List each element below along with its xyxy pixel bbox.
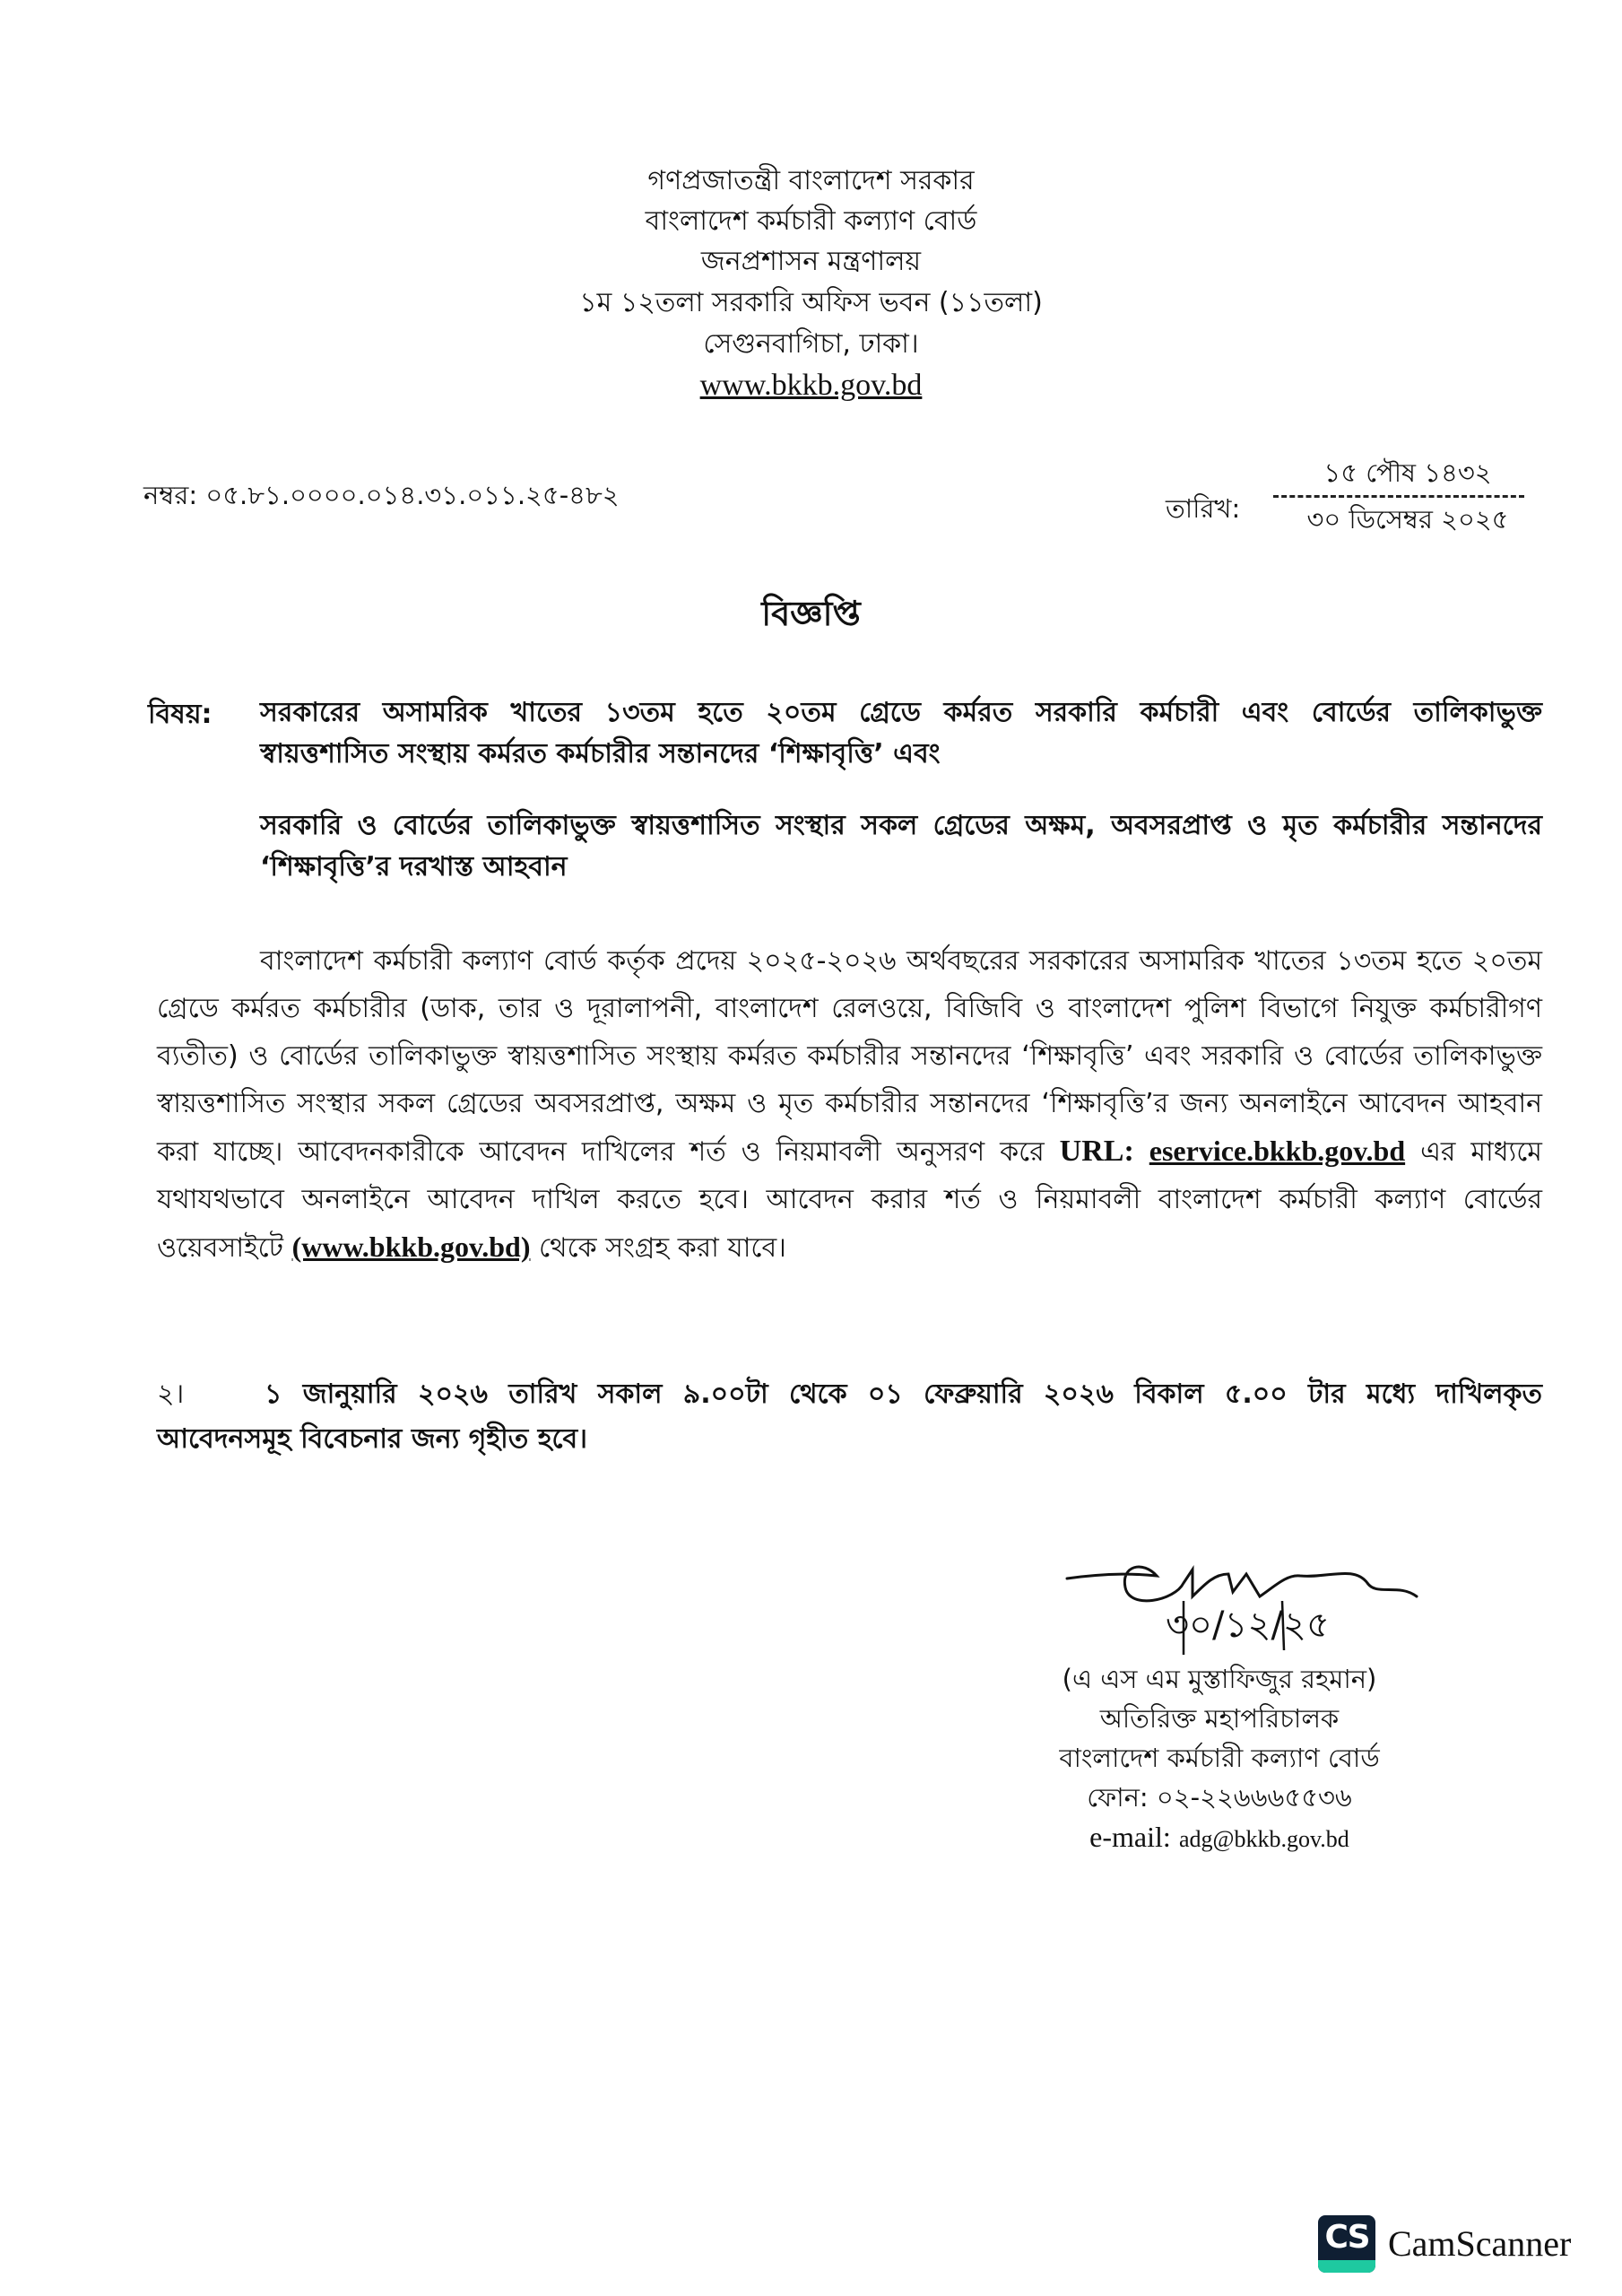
notice-title: বিজ্ঞপ্তি bbox=[761, 594, 861, 633]
bkkb-website-link[interactable]: (www.bkkb.gov.bd) bbox=[291, 1231, 531, 1263]
signatory-designation: অতিরিক্ত মহাপরিচালক bbox=[1099, 1703, 1340, 1734]
header-government: গণপ্রজাতন্ত্রী বাংলাদেশ সরকার bbox=[647, 165, 975, 196]
header-city: সেগুনবাগিচা, ঢাকা। bbox=[703, 328, 919, 360]
para2-line-2: আবেদনসমূহ বিবেচনার জন্য গৃহীত হবে। bbox=[157, 1423, 587, 1455]
signatory-organization: বাংলাদেশ কর্মচারী কল্যাণ বোর্ড bbox=[1059, 1743, 1380, 1773]
para2-number: ২। bbox=[157, 1378, 185, 1410]
para1-text-3: থেকে সংগ্রহ করা যাবে। bbox=[539, 1232, 786, 1264]
handwritten-signature bbox=[1058, 1547, 1453, 1664]
date-gregorian: ৩০ ডিসেম্বর ২০২৫ bbox=[1306, 504, 1509, 535]
subject-line-4: ‘শিক্ষাবৃত্তি’র দরখাস্ত আহবান bbox=[260, 851, 568, 883]
url-label: URL: bbox=[1059, 1135, 1134, 1168]
subject-line-1: সরকারের অসামরিক খাতের ১৩তম হতে ২০তম গ্রেডে কর্মরত সরকারি কর্মচারী এবং বোর্ডের তালিকাভুক্ত bbox=[260, 697, 1542, 728]
eservice-link[interactable]: eservice.bkkb.gov.bd bbox=[1149, 1135, 1406, 1167]
email-label: e-mail: bbox=[1089, 1821, 1171, 1853]
subject-line-3: সরকারি ও বোর্ডের তালিকাভুক্ত স্বায়ত্তশাসিত সংস্থার সকল গ্রেডের অক্ষম, অবসরপ্রাপ্ত ও মৃত কর্মচারীর সন্তানদের bbox=[260, 810, 1542, 841]
date-bangla: ১৫ পৌষ ১৪৩২ bbox=[1323, 457, 1492, 488]
body-paragraph-1 bbox=[157, 937, 1542, 1272]
date-divider bbox=[1273, 495, 1524, 498]
subject-label: বিষয়: bbox=[148, 699, 213, 730]
camscanner-logo-icon bbox=[1318, 2215, 1375, 2273]
header-address: ১ম ১২তলা সরকারি অফিস ভবন (১১তলা) bbox=[579, 287, 1043, 318]
para1-text-2: এর মাধ্যমে যথাযথভাবে অনলাইনে আবেদন দাখিল করতে হবে। আবেদন করার শর্ত ও নিয়মাবলী বাংলাদেশ কর্মচারী কল্যাণ বোর্ডের ওয়েবসাইটে bbox=[157, 1136, 1542, 1264]
memo-number: নম্বর: ০৫.৮১.০০০০.০১৪.৩১.০১১.২৫-৪৮২ bbox=[143, 480, 620, 510]
signature-block bbox=[1004, 1659, 1435, 1859]
para1-text: বাংলাদেশ কর্মচারী কল্যাণ বোর্ড কর্তৃক প্রদেয় ২০২৫-২০২৬ অর্থবছরের সরকারের অসামরিক খাতের ১৩তম হতে ২০তম গ্রেডে কর্মরত কর্মচারীর (ডাক, তার ও দূরালাপনী, বাংলাদেশ রেলওয়ে, বিজিবি ও বাংলাদেশ পুলিশ বিভাগে নিযুক্ত কর্মচারীগণ ব্যতীত) ও বোর্ডের তালিকাভুক্ত স্বায়ত্তশাসিত সংস্থায় কর্মরত কর্মচারীর সন্তানদের ‘শিক্ষাবৃত্তি’ এবং সরকারি ও বোর্ডের তালিকাভুক্ত স্বায়ত্তশাসিত সংস্থার সকল গ্রেডের অবসরপ্রাপ্ত, অক্ষম ও মৃত কর্মচারীর সন্তানদের ‘শিক্ষাবৃত্তি’র জন্য অনলাইনে আবেদন আহবান করা যাচ্ছে। আবেদনকারীকে আবেদন দাখিলের শর্ত ও নিয়মাবলী অনুসরণ করে bbox=[157, 945, 1542, 1168]
subject-line-2: স্বায়ত্তশাসিত সংস্থায় কর্মরত কর্মচারীর সন্তানদের ‘শিক্ষাবৃত্তি’ এবং bbox=[260, 738, 941, 770]
header-website-link[interactable]: www.bkkb.gov.bd bbox=[699, 369, 923, 402]
signatory-email bbox=[1004, 1817, 1435, 1859]
camscanner-label: CamScanner bbox=[1388, 2223, 1572, 2264]
header-ministry: জনপ্রশাসন মন্ত্রণালয় bbox=[700, 246, 922, 277]
date-label: তারিখ: bbox=[1166, 493, 1241, 524]
signatory-phone: ফোন: ০২-২২৬৬৬৫৫৩৬ bbox=[1087, 1782, 1352, 1813]
signatory-name: (এ এস এম মুস্তাফিজুর রহমান) bbox=[1062, 1664, 1377, 1694]
camscanner-logo-accent bbox=[1318, 2260, 1375, 2273]
para2-line-1: ১ জানুয়ারি ২০২৬ তারিখ সকাল ৯.০০টা থেকে ০১ ফেব্রুয়ারি ২০২৬ বিকাল ৫.০০ টার মধ্যে দাখিলকৃত bbox=[265, 1378, 1542, 1410]
camscanner-logo-text: CS bbox=[1324, 2219, 1369, 2256]
email-link[interactable]: adg@bkkb.gov.bd bbox=[1179, 1826, 1349, 1852]
header-organization: বাংলাদেশ কর্মচারী কল্যাণ বোর্ড bbox=[645, 205, 977, 237]
signature-date: ৩০/১২/২৫ bbox=[1166, 1605, 1330, 1646]
